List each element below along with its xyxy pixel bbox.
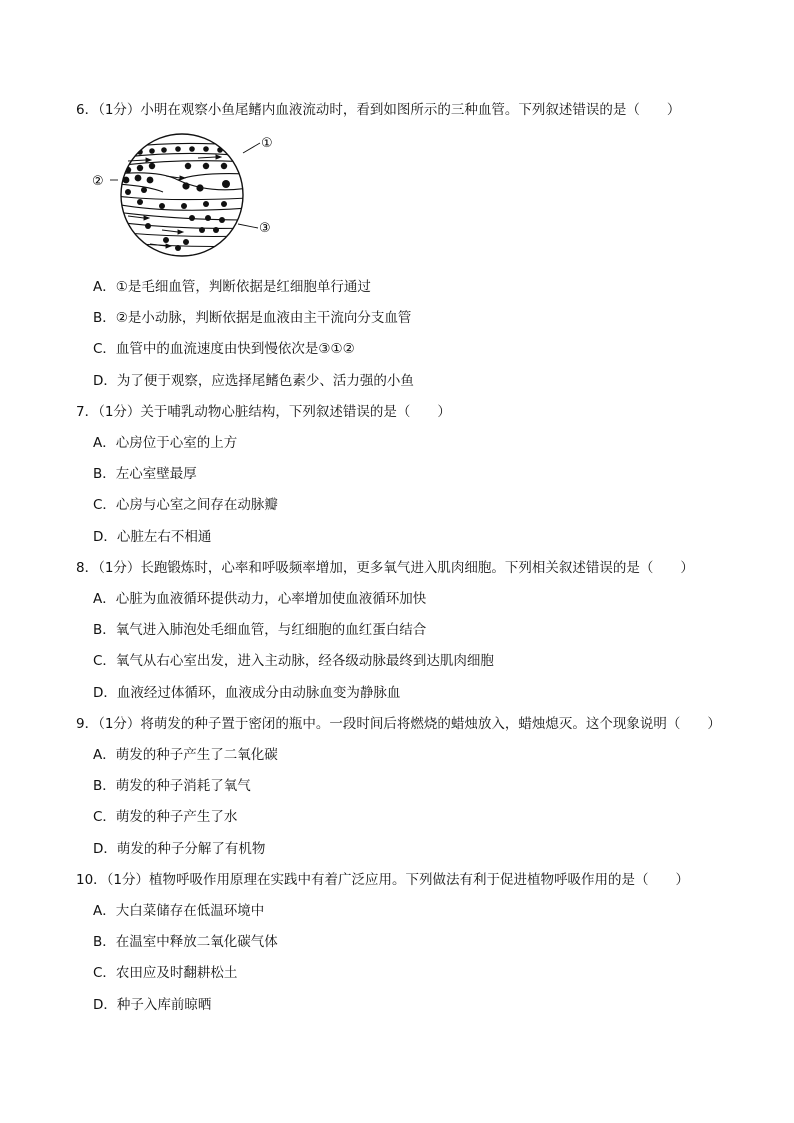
question-8-option-a: A．心脏为血液循环提供动力，心率增加使血液循环加快: [93, 591, 427, 607]
question-8-option-b: B．氧气进入肺泡处毛细血管，与红细胞的血红蛋白结合: [93, 622, 427, 638]
question-7-stem: 7．（1分）关于哺乳动物心脏结构，下列叙述错误的是（ ）: [76, 404, 451, 420]
question-9-option-d: D．萌发的种子分解了有机物: [93, 841, 266, 857]
blood-vessel-figure: [88, 128, 288, 268]
question-10-option-a: A．大白菜储存在低温环境中: [93, 903, 265, 919]
question-10-stem: 10．（1分）植物呼吸作用原理在实践中有着广泛应用。下列做法有利于促进植物呼吸作用的是（ ）: [76, 872, 690, 888]
question-7-option-d: D．心脏左右不相通: [93, 529, 212, 545]
question-10-option-b: B．在温室中释放二氧化碳气体: [93, 934, 278, 950]
question-10-option-c: C．农田应及时翻耕松土: [93, 965, 238, 981]
question-8-option-d: D．血液经过体循环，血液成分由动脉血变为静脉血: [93, 685, 401, 701]
question-6-option-b: B．②是小动脉，判断依据是血液由主干流向分支血管: [93, 310, 412, 326]
question-6-stem: 6．（1分）小明在观察小鱼尾鳍内血液流动时，看到如图所示的三种血管。下列叙述错误的是（ ）: [76, 102, 681, 118]
question-6-option-c: C．血管中的血流速度由快到慢依次是③①②: [93, 341, 355, 357]
question-6-option-a: A．①是毛细血管，判断依据是红细胞单行通过: [93, 279, 371, 295]
question-10-option-d: D．种子入库前晾晒: [93, 997, 212, 1013]
blood-vessel-diagram: [88, 128, 288, 268]
question-7-option-a: A．心房位于心室的上方: [93, 435, 238, 451]
question-8-option-c: C．氧气从右心室出发，进入主动脉，经各级动脉最终到达肌肉细胞: [93, 653, 494, 669]
label-2: ②: [92, 174, 104, 189]
question-8-stem: 8．（1分）长跑锻炼时，心率和呼吸频率增加，更多氧气进入肌肉细胞。下列相关叙述错误的是（ ）: [76, 560, 694, 576]
label-3: ③: [259, 221, 271, 236]
question-9-option-b: B．萌发的种子消耗了氧气: [93, 778, 251, 794]
question-7-option-c: C．心房与心室之间存在动脉瓣: [93, 497, 278, 513]
question-7-option-b: B．左心室壁最厚: [93, 466, 197, 482]
question-6-option-d: D．为了便于观察，应选择尾鳍色素少、活力强的小鱼: [93, 373, 414, 389]
label-1: ①: [261, 136, 273, 151]
question-9-option-a: A．萌发的种子产生了二氧化碳: [93, 747, 278, 763]
question-9-option-c: C．萌发的种子产生了水: [93, 809, 238, 825]
question-9-stem: 9．（1分）将萌发的种子置于密闭的瓶中。一段时间后将燃烧的蜡烛放入，蜡烛熄灭。这个现象说明（ ）: [76, 716, 721, 732]
